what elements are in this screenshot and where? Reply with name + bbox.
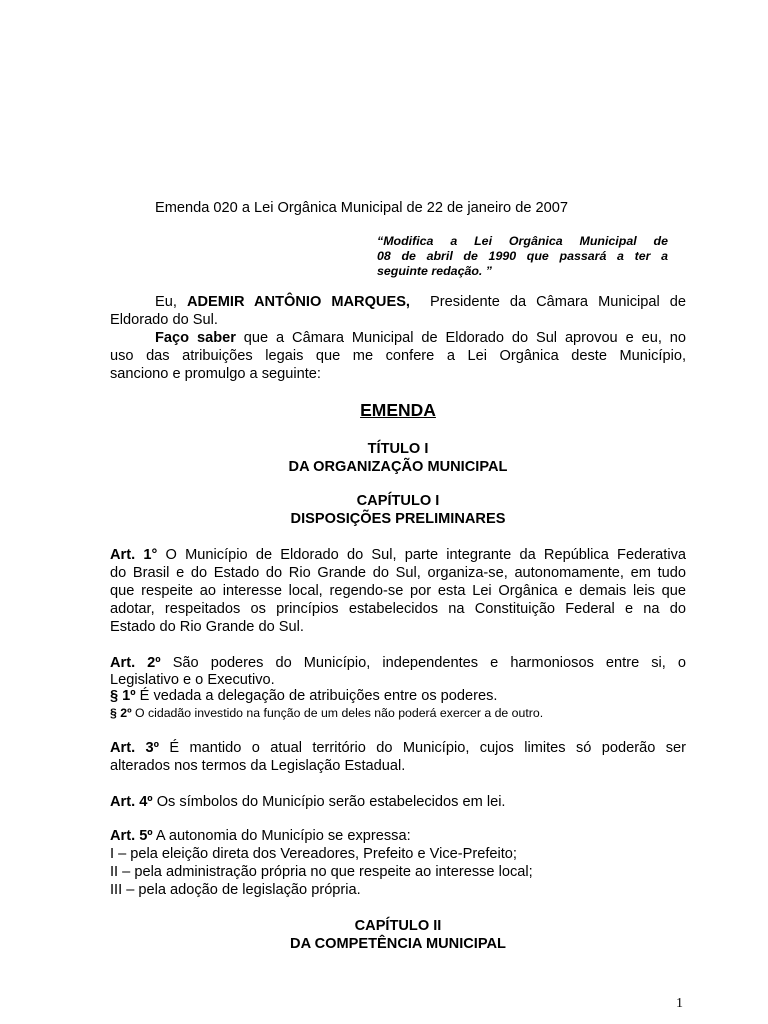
document-title-line: Emenda 020 a Lei Orgânica Municipal de 22 de janeiro de 2007 xyxy=(155,200,568,216)
titulo-heading: TÍTULO I DA ORGANIZAÇÃO MUNICIPAL xyxy=(288,441,508,475)
list-item: I – pela eleição direta dos Vereadores, Prefeito e Vice-Prefeito; xyxy=(110,846,517,862)
paragraph-1: § 1º É vedada a delegação de atribuições entre os poderes. xyxy=(110,688,498,704)
article-5: Art. 5º A autonomia do Município se expressa: I – pela eleição direta dos Vereadores, Prefeito e Vice-Prefeito; II – pela administração própria no que respeite ao interesse local; III – pela adoção de legislação própria. xyxy=(110,827,686,899)
page-number: 1 xyxy=(676,996,683,1011)
article-1: Art. 1° O Município de Eldorado do Sul, parte integrante da República Federativa do Brasil e do Estado do Rio Grande do Sul, organiza-se, autonomamente, em tudo que respeite ao interesse local, regendo-se por esta Lei Orgânica e demais leis que adotar, respeitados os princípios estabelecidos na Constituição Federal e na do Estado do Rio Grande do Sul. xyxy=(110,547,687,635)
list-item: III – pela adoção de legislação própria. xyxy=(110,882,361,898)
list-item: II – pela administração própria no que respeite ao interesse local; xyxy=(110,864,533,880)
capitulo-1-heading: CAPÍTULO I DISPOSIÇÕES PRELIMINARES xyxy=(290,493,506,527)
emenda-heading: EMENDA xyxy=(360,400,436,420)
paragraph-2: § 2º O cidadão investido na função de um deles não poderá exercer a de outro. xyxy=(110,706,544,720)
article-2: Art. 2º São poderes do Município, independentes e harmoniosos entre si, o Legislativo e o Executivo. § 1º É vedada a delegação de atribuições entre os poderes. § 2º O cidadão investido na função de um deles não poderá exercer a de outro. xyxy=(110,655,686,720)
intro-paragraph: Eu, ADEMIR ANTÔNIO MARQUES, Presidente da Câmara Municipal de Eldorado do Sul. Faço saber que a Câmara Municipal de Eldorado do Sul aprovou e eu, no uso das atribuições legais que me confere a Lei Orgânica deste Município, sanciono e promulgo a seguinte: xyxy=(110,294,686,382)
article-4: Art. 4º Os símbolos do Município serão estabelecidos em lei. xyxy=(110,794,506,810)
epigraph-quote: “Modifica a Lei Orgânica Municipal de 08 de abril de 1990 que passará a ter a seguinte redação. ” xyxy=(377,234,668,278)
capitulo-2-heading: CAPÍTULO II DA COMPETÊNCIA MUNICIPAL xyxy=(290,918,506,952)
president-name: ADEMIR ANTÔNIO MARQUES, xyxy=(186,294,410,310)
article-3: Art. 3º É mantido o atual território do Município, cujos limites só poderão ser alterados nos termos da Legislação Estadual. xyxy=(110,740,686,774)
